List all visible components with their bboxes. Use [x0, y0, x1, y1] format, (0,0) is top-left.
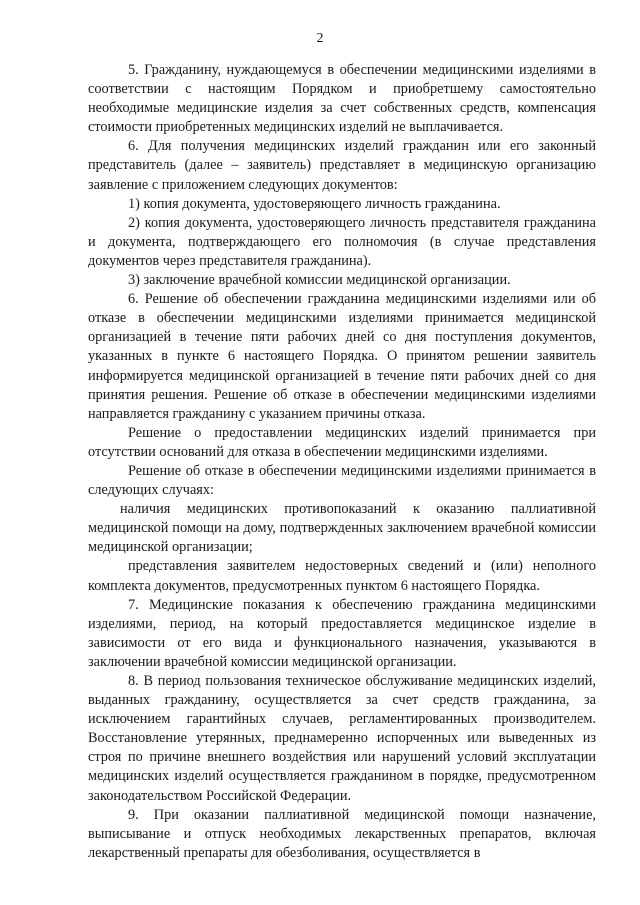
list-item-3: 3) заключение врачебной комиссии медицинской организации.	[128, 272, 511, 289]
paragraph-9: 9. При оказании паллиативной медицинской помощи назначение, выписывание и отпуск необходимых лекарственных препаратов, включая лекарственный препараты для обезболивания, осуществляется в	[88, 806, 596, 861]
document-body	[88, 61, 596, 863]
paragraph-decision-refusal: Решение об отказе в обеспечении медицинскими изделиями принимается в следующих случаях:	[88, 462, 596, 499]
paragraph-decision-grant: Решение о предоставлении медицинских изделий принимается при отсутствии оснований для отказа в обеспечении медицинскими изделиями.	[88, 424, 596, 460]
paragraph-8: 8. В период пользования техническое обслуживание медицинских изделий, выданных гражданину, осуществляется за счет средств гражданина, за исключением гарантийных случаев, регламентированных производителем. Восстановление утерянных, преднамеренно испорченных или выведенных из строя по причине внешнего воздействия или нарушений условий эксплуатации медицинских изделий осуществляется гражданином в порядке, предусмотренном законодательством Российской Федерации.	[88, 673, 596, 804]
paragraph-6-decision: 6. Решение об обеспечении гражданина медицинскими изделиями или об отказе в обеспечении медицинскими изделиями принимается медицинской организацией в течение пяти рабочих дней со дня поступления документов, указанных в пункте 6 настоящего Порядка. О принятом решении заявитель информируется медицинской организацией в течение пяти рабочих дней со дня принятия решения. Решение об отказе в обеспечении медицинскими изделиями направляется гражданину с указанием причины отказа.	[88, 291, 596, 422]
list-item-2: 2) копия документа, удостоверяющего личность представителя гражданина и документа, подтверждающего его полномочия (в случае представления документов через представителя гражданина).	[88, 214, 596, 269]
paragraph-5: 5. Гражданину, нуждающемуся в обеспечении медицинскими изделиями в соответствии с настоящим Порядком и приобретшему самостоятельно необходимые медицинские изделия за счет собственных средств, компенсация стоимости приобретенных медицинских изделий не выплачивается.	[88, 62, 596, 136]
paragraph-6: 6. Для получения медицинских изделий гражданин или его законный представитель (далее – заявитель) представляет в медицинскую организацию заявление с приложением следующих документов:	[88, 138, 596, 193]
refusal-case-2: представления заявителем недостоверных сведений и (или) неполного комплекта документов, предусмотренных пунктом 6 настоящего Порядка.	[88, 558, 596, 594]
refusal-case-1: наличия медицинских противопоказаний к оказанию паллиативной медицинской помощи на дому, подтвержденных заключением врачебной комиссии медицинской организации;	[88, 501, 596, 556]
paragraph-7: 7. Медицинские показания к обеспечению гражданина медицинскими изделиями, период, на который предоставляется медицинское изделие в зависимости от его вида и функционального назначения, указываются в заключении врачебной комиссии медицинской организации.	[88, 596, 596, 670]
list-item-1: 1) копия документа, удостоверяющего личность гражданина.	[128, 195, 501, 212]
page-number: 2	[316, 31, 324, 46]
